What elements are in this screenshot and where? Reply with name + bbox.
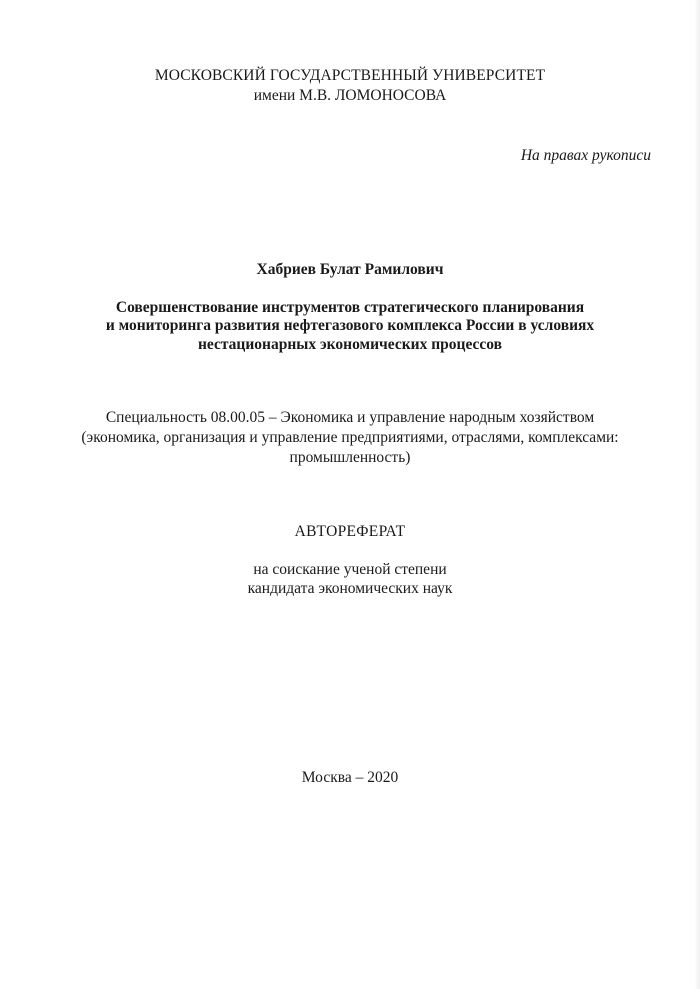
thesis-title-line-3: нестационарных экономических процессов	[197, 336, 503, 353]
city-year: Москва – 2020	[301, 769, 399, 786]
specialty-line-3: промышленность)	[289, 449, 411, 466]
thesis-title-line-2: и мониторинга развития нефтегазового комплекса России в условиях	[105, 317, 595, 334]
university-named-after: имени М.В. ЛОМОНОСОВА	[253, 87, 447, 104]
manuscript-rights-note: На правах рукописи	[520, 147, 651, 164]
specialty-line-1: Специальность 08.00.05 – Экономика и управление народным хозяйством	[105, 409, 595, 426]
author-name: Хабриев Булат Рамилович	[256, 261, 444, 278]
university-name: МОСКОВСКИЙ ГОСУДАРСТВЕННЫЙ УНИВЕРСИТЕТ	[154, 67, 546, 84]
page-edge-shadow	[694, 0, 700, 989]
specialty-line-2: (экономика, организация и управление предприятиями, отраслями, комплексами:	[81, 429, 619, 446]
thesis-title-line-1: Совершенствование инструментов стратегического планирования	[115, 299, 585, 316]
degree-line-1: на соискание ученой степени	[253, 561, 447, 578]
degree-line-2: кандидата экономических наук	[247, 580, 453, 597]
document-type: АВТОРЕФЕРАТ	[294, 523, 406, 540]
